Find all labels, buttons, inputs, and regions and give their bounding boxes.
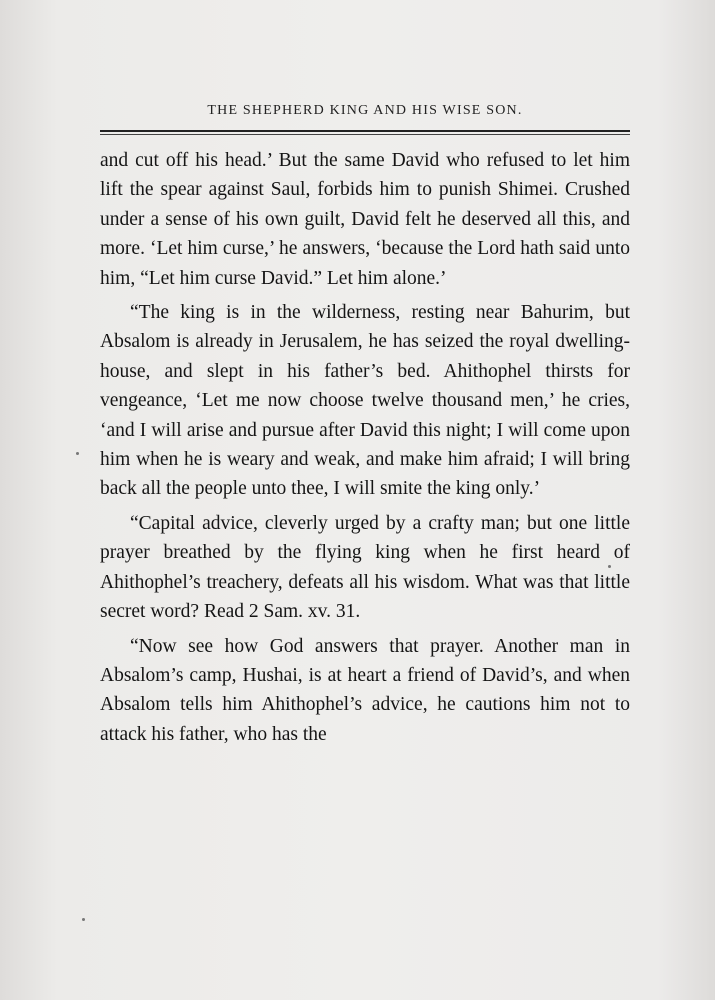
paragraph-4: “Now see how God answers that prayer. Another man in Absalom’s camp, Hushai, is at heart a friend of David’s, and when Absalom tells him Ahithophel’s advice, he cautions him not to attack his father, who has the	[100, 635, 630, 745]
page-speck	[82, 918, 85, 921]
running-header: THE SHEPHERD KING AND HIS WISE SON.	[207, 103, 523, 118]
page-speck	[76, 452, 79, 455]
paragraph-2: “The king is in the wilderness, resting near Bahurim, but Absalom is already in Jerusalem, he has seized the royal dwelling-house, and slept in his father’s bed. Ahithophel thirsts for vengeance, ‘Let me now choose twelve thousand men,’ he cries, ‘and I will arise and pursue after David this night; I will come upon him when he is weary and weak, and make him afraid; I will bring back all the people unto thee, I will smite the king only.’	[100, 302, 630, 500]
page-speck	[608, 565, 611, 568]
body-text	[100, 146, 630, 754]
paragraph-3: “Capital advice, cleverly urged by a crafty man; but one little prayer breathed by the flying king when he first heard of Ahithophel’s treachery, defeats all his wisdom. What was that little secret word? Read 2 Sam. xv. 31.	[100, 512, 630, 623]
header-rule-thin	[100, 134, 630, 135]
paragraph-1: and cut off his head.’ But the same David who refused to let him lift the spear against Saul, forbids him to punish Shimei. Crushed under a sense of his own guilt, David felt he deserved all this, and more. ‘Let him curse,’ he answers, ‘because the Lord hath said unto him, “Let him curse David.” Let him alone.’	[100, 150, 630, 289]
header-rule	[100, 130, 630, 132]
